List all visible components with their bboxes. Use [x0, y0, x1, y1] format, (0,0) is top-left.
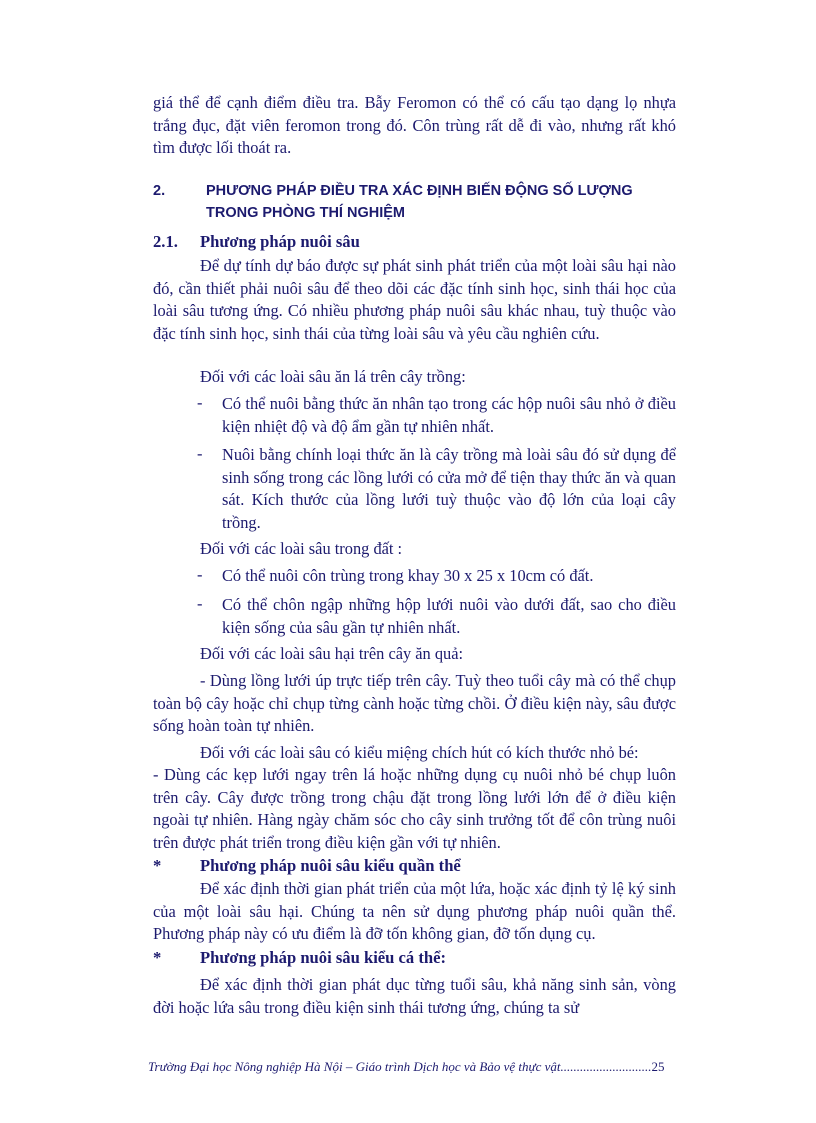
- sucking-pests-intro: Đối với các loài sâu có kiểu miệng chích hút có kích thước nhỏ bé:: [200, 743, 639, 762]
- bullet-dash: -: [197, 565, 203, 584]
- leaf-pests-intro: Đối với các loài sâu ăn lá trên cây trồng:: [200, 367, 466, 386]
- page-footer: [148, 1059, 668, 1075]
- soil-pests-intro: Đối với các loài sâu trong đất :: [200, 539, 403, 558]
- section-2-number: 2.: [153, 183, 166, 199]
- sucking-pests-text: - Dùng các kẹp lưới ngay trên lá hoặc những dụng cụ nuôi nhỏ bé chụp luôn trên cây. Cây được trồng trong chậu đặt trong lồng lưới lớn để ở điều kiện ngoài tự nhiên. Hàng ngày chăm sóc cho cây sinh trưởng tốt để côn trùng nuôi trên được phát triển trong điều kiện gần với tự nhiên.: [153, 765, 676, 852]
- paragraph-rearing-intro: Để dự tính dự báo được sự phát sinh phát triển của một loài sâu hại nào đó, cần thiết phải nuôi sâu để theo dõi các đặc tính sinh học, sinh thái học của loài sâu tương ứng. Có nhiều phương pháp nuôi sâu khác nhau, tuỳ thuộc vào đặc tính sinh học, sinh thái của từng loài sâu và yêu cầu nghiên cứu.: [153, 256, 676, 343]
- individual-marker: *: [153, 948, 162, 967]
- population-method-title: Phương pháp nuôi sâu kiểu quần thể: [200, 856, 461, 875]
- fruit-pests-intro: Đối với các loài sâu hại trên cây ăn quả:: [200, 644, 464, 663]
- section-2-1-number: 2.1.: [153, 232, 178, 251]
- footer-text: Trường Đại học Nông nghiệp Hà Nội – Giáo trình Dịch học và Bảo vệ thực vật............................: [148, 1059, 652, 1074]
- population-marker: *: [153, 856, 162, 875]
- bullet-dash: -: [197, 444, 203, 463]
- section-2-1-title: Phương pháp nuôi sâu: [200, 232, 360, 251]
- fruit-pests-text: - Dùng lồng lưới úp trực tiếp trên cây. Tuỳ theo tuổi cây mà có thể chụp toàn bộ cây hoặc chỉ chụp từng cành hoặc từng chồi. Ở điều kiện này, sâu được sống hoàn toàn tự nhiên.: [153, 671, 676, 735]
- section-2-title: PHƯƠNG PHÁP ĐIỀU TRA XÁC ĐỊNH BIẾN ĐỘNG SỐ LƯỢNG TRONG PHÒNG THÍ NGHIỆM: [206, 183, 633, 221]
- leaf-item-1: Có thể nuôi bằng thức ăn nhân tạo trong các hộp nuôi sâu nhỏ ở điều kiện nhiệt độ và độ ẩm gần tự nhiên nhất.: [222, 394, 676, 436]
- individual-method-title: Phương pháp nuôi sâu kiểu cá thể:: [200, 948, 446, 967]
- bullet-dash: -: [197, 594, 203, 613]
- bullet-dash: -: [197, 393, 203, 412]
- intro-paragraph: giá thể để cạnh điểm điều tra. Bẫy Feromon có thể có cấu tạo dạng lọ nhựa trắng đục, đặt viên feromon trong đó. Côn trùng rất dễ đi vào, nhưng rất khó tìm được lối thoát ra.: [153, 93, 676, 157]
- leaf-item-2: Nuôi bằng chính loại thức ăn là cây trồng mà loài sâu đó sử dụng để sinh sống trong các lồng lưới có cửa mở để tiện thay thức ăn và quan sát. Kích thước của lồng lưới tuỳ thuộc vào độ lớn của loại cây trồng.: [222, 445, 676, 532]
- page-number: 25: [651, 1059, 665, 1074]
- soil-item-1: Có thể nuôi côn trùng trong khay 30 x 25 x 10cm có đất.: [222, 566, 594, 585]
- individual-method-text: Để xác định thời gian phát dục từng tuổi sâu, khả năng sinh sản, vòng đời hoặc lứa sâu trong điều kiện sinh thái tương ứng, chúng ta sử: [153, 975, 676, 1017]
- soil-item-2: Có thể chôn ngập những hộp lưới nuôi vào dưới đất, sao cho điều kiện sống của sâu gần tự nhiên nhất.: [222, 595, 676, 637]
- population-method-text: Để xác định thời gian phát triển của một lứa, hoặc xác định tỷ lệ ký sinh của một loài sâu hại. Chúng ta nên sử dụng phương pháp nuôi quần thể. Phương pháp này có ưu điểm là đỡ tốn không gian, đỡ tốn dụng cụ.: [153, 879, 676, 943]
